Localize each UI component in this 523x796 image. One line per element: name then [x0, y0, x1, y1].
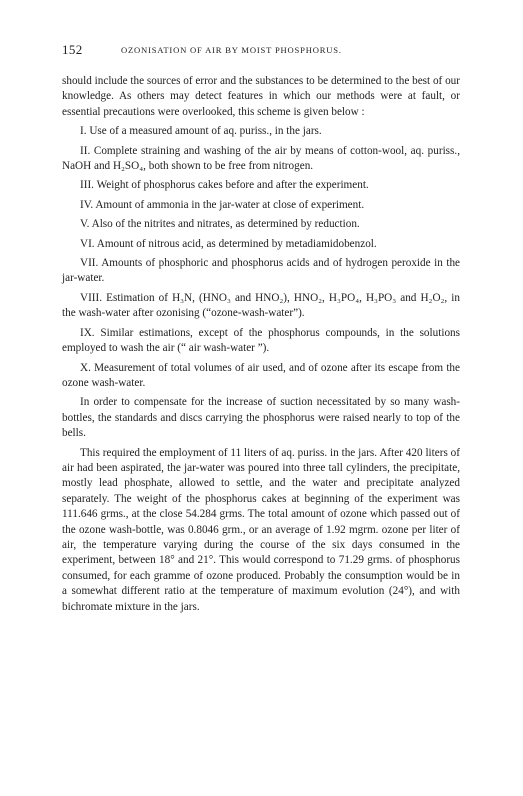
running-title: OZONISATION OF AIR BY MOIST PHOSPHORUS. [121, 45, 342, 55]
scheme-item-5: V. Also of the nitrites and nitrates, as determined by reduction. [80, 218, 360, 231]
scheme-item-2: II. Complete straining and washing of the air by means of cotton-wool, aq. puriss., NaOH and H₂SO₄, both shown to be free from nitrogen. [62, 144, 460, 173]
page-number: 152 [62, 42, 83, 57]
page-body [62, 74, 460, 615]
scheme-item-1: I. Use of a measured amount of aq. puriss., in the jars. [80, 125, 322, 138]
scheme-item-7: VII. Amounts of phosphoric and phosphorus acids and of hydrogen peroxide in the jar-water. [62, 257, 460, 285]
scheme-item-9: IX. Similar estimations, except of the phosphorus compounds, in the solutions employed to wash the air (“ air wash-water ”). [62, 326, 460, 355]
scheme-item-8: VIII. Estimation of H₃N, (HNO₃ and HNO₂), HNO₂, H₃PO₄, H₃PO₃ and H₂O₂, in the wash-water after ozonising (“ozone-wash-water”). [62, 291, 460, 320]
scheme-item-3: III. Weight of phosphorus cakes before and after the experiment. [80, 179, 369, 192]
scheme-item-10: X. Measurement of total volumes of air used, and of ozone after its escape from the ozone wash-water. [62, 361, 460, 389]
scheme-item-6: VI. Amount of nitrous acid, as determined by metadiamidobenzol. [80, 237, 377, 250]
scheme-item-4: IV. Amount of ammonia in the jar-water at close of experiment. [80, 198, 365, 211]
body-paragraph: In order to compensate for the increase of suction necessitated by so many wash-bottles, the standards and discs carrying the phosphorus were raised nearly to top of the bells. [62, 396, 460, 440]
paragraph-continuation: should include the sources of error and the substances to be determined to the best of our knowledge. As others may detect features in which our methods were at fault, or essential precautions were overlooked, this scheme is given below : [62, 75, 460, 118]
body-paragraph: This required the employment of 11 liters of aq. puriss. in the jars. After 420 liters of air had been aspirated, the jar-water was poured into three tall cylinders, the precipitate, mostly lead phosphate, allowed to settle, and the water and precipitate analyzed separately. The weight of the phosphorus cakes at beginning of the experiment was 111.646 grms., at the close 54.284 grms. The total amount of ozone which passed out of the ozone wash-bottle, was 0.8046 grm., or an average of 1.92 mgrm. ozone per liter of air, the temperature varying during the course of the six days consumed in the experiment, between 18° and 21°. This would correspond to 71.29 grms. of phosphorus consumed, for each gramme of ozone produced. Probably the consumption would be in a somewhat different ratio at the temperature of maximum evolution (24°), and with bichromate mixture in the jars. [62, 446, 460, 613]
